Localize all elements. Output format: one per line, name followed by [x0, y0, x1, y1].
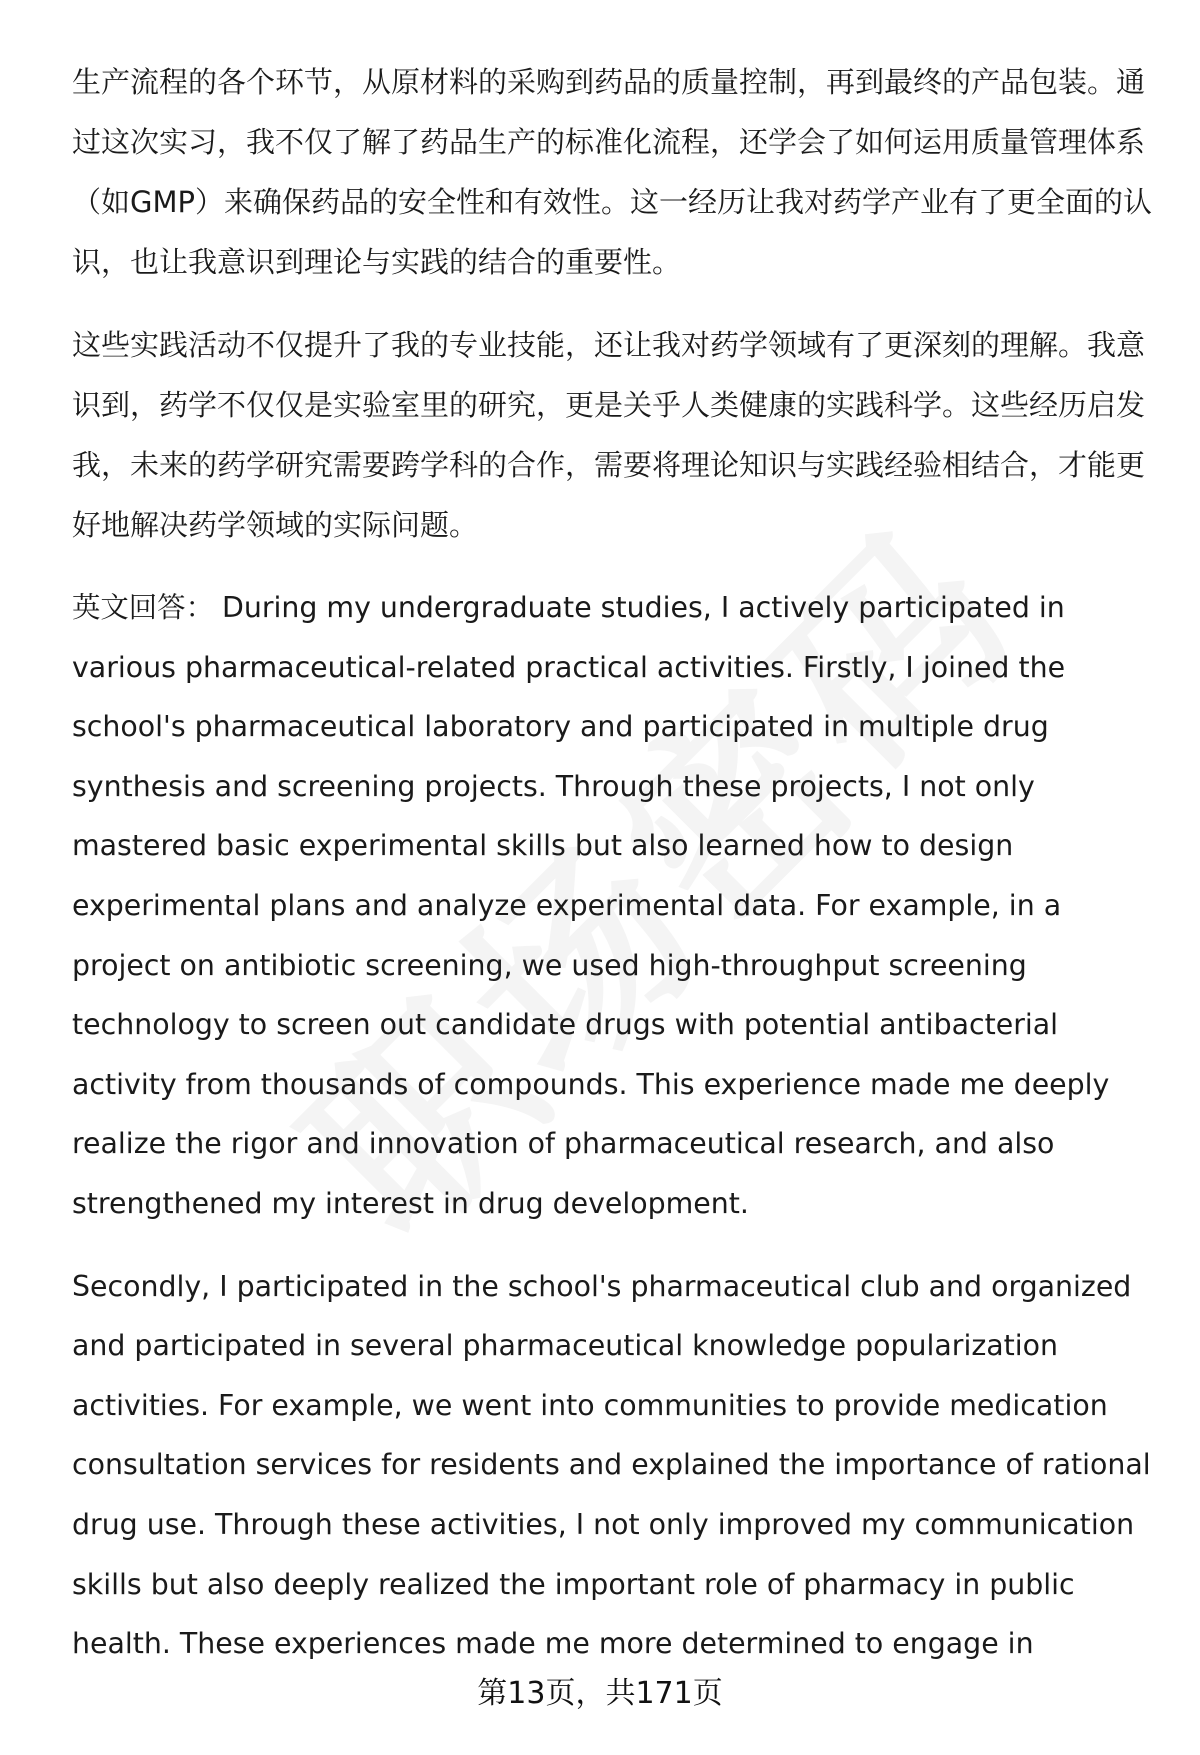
paragraph-4 [72, 1257, 1162, 1674]
paragraph-2 [72, 315, 1162, 555]
english-answer-label: 英文回答： [72, 591, 214, 624]
document-body [72, 52, 1162, 1697]
paragraph-1 [72, 52, 1162, 292]
paragraph-2-text: 这些实践活动不仅提升了我的专业技能，还让我对药学领域有了更深刻的理解。我意识到，药学不仅仅是实验室里的研究，更是关乎人类健康的实践科学。这些经历启发我，未来的药学研究需要跨学科的合作，需要将理论知识与实践经验相结合，才能更好地解决药学领域的实际问题。 [72, 328, 1146, 542]
paragraph-1-text: 生产流程的各个环节，从原材料的采购到药品的质量控制，再到最终的产品包装。通过这次实习，我不仅了解了药品生产的标准化流程，还学会了如何运用质量管理体系（如GMP）来确保药品的安全性和有效性。这一经历让我对药学产业有了更全面的认识，也让我意识到理论与实践的结合的重要性。 [72, 65, 1152, 279]
paragraph-4-text: Secondly, I participated in the school's pharmaceutical club and organized and participated in several pharmaceutical knowledge popularization activities. For example, we went into communities to provide medication consultation services for residents and explained the importance of rational drug use. Through these activities, I not only improved my communication skills but also deeply realized the important role of pharmacy in public health. These experiences made me more determined to engage in [72, 1269, 1151, 1661]
page-number-footer: 第13页，共171页 [477, 1676, 723, 1711]
paragraph-3-text: During my undergraduate studies, I actively participated in various pharmaceutical-related practical activities. Firstly, I joined the school's pharmaceutical laboratory and participated in multiple drug synthesis and screening projects. Through these projects, I not only mastered basic experimental skills but also learned how to design experimental plans and analyze experimental data. For example, in a project on antibiotic screening, we used high-throughput screening technology to screen out candidate drugs with potential antibacterial activity from thousands of compounds. This experience made me deeply realize the rigor and innovation of pharmaceutical research, and also strengthened my interest in drug development. [72, 591, 1110, 1220]
paragraph-3 [72, 578, 1162, 1234]
